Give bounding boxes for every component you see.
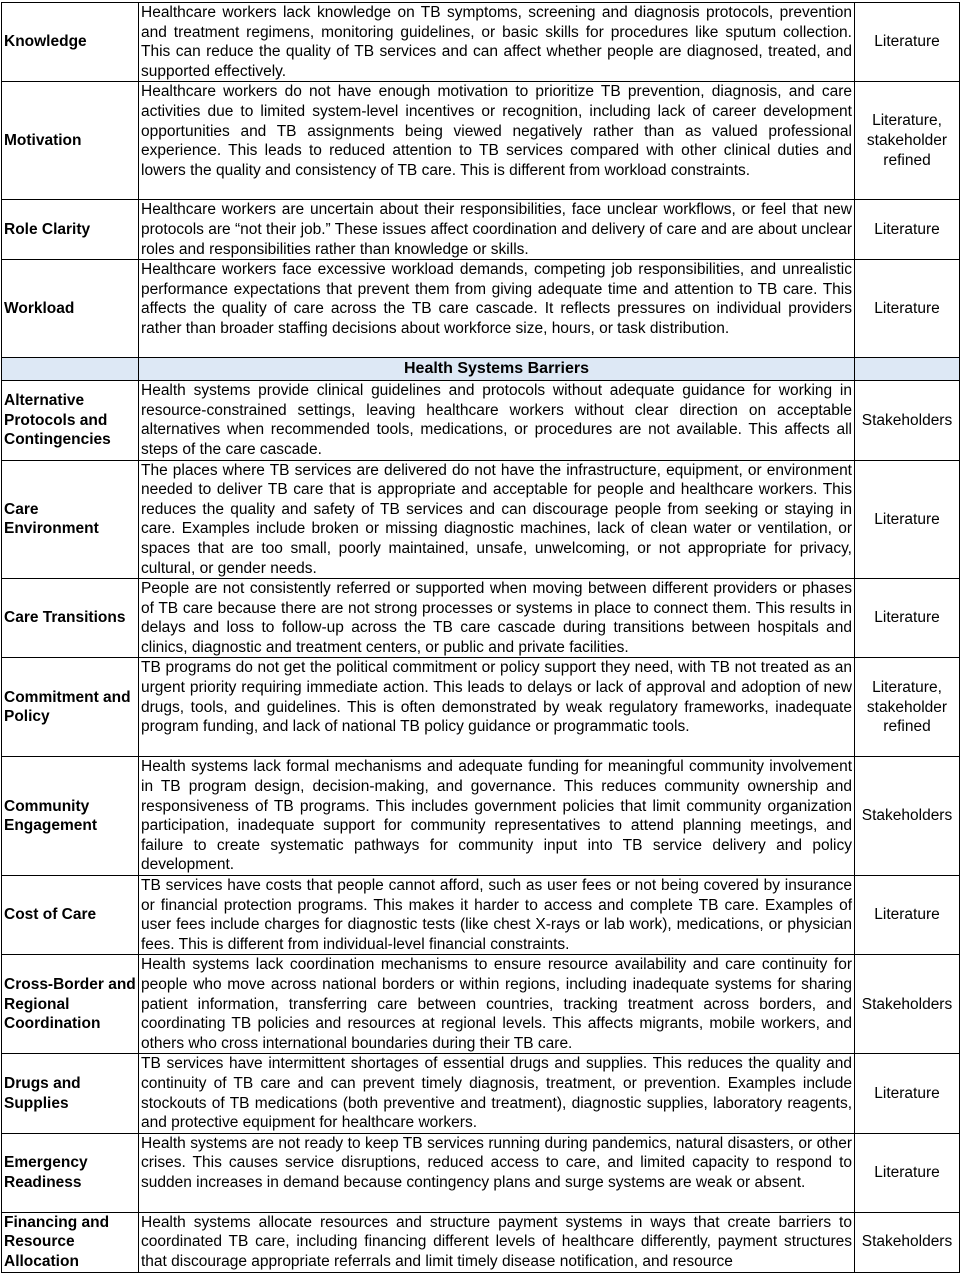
barrier-name: Care Transitions [2,579,139,658]
barrier-description: Health systems lack coordination mechanisms to ensure resource availability and care continuity for people who move across national borders or within regions, including inadequate systems for sharing patient information, transferring care between countries, tracking treatment across borders, and coordinating TB policies and resources at regional levels. This affects migrants, mobile workers, and others who cross international boundaries during their TB care. [139,955,855,1054]
table-row [2,1133,960,1212]
barrier-source: Literature [855,1133,960,1212]
barrier-name: Cross-Border and Regional Coordination [2,955,139,1054]
table-row [2,1054,960,1133]
barrier-name: Knowledge [2,3,139,82]
barrier-source: Literature [855,460,960,579]
barrier-source: Stakeholders [855,1212,960,1272]
section-title: Health Systems Barriers [139,358,855,381]
barrier-name: Motivation [2,82,139,200]
barrier-source: Literature [855,200,960,260]
barrier-name: Financing and Resource Allocation [2,1212,139,1272]
barrier-name: Drugs and Supplies [2,1054,139,1133]
barrier-description: Health systems provide clinical guidelines and protocols without adequate guidance for working in resource-constrained settings, leaving healthcare workers without clear direction on acceptable alternatives when recommended tools, medications, or procedures are not available. This affects all steps of the care cascade. [139,381,855,460]
barrier-name: Emergency Readiness [2,1133,139,1212]
barrier-description: Health systems are not ready to keep TB services running during pandemics, natural disasters, or other crises. This causes service disruptions, reduced access to care, and limited capacity to respond to sudden increases in demand because contingency plans and surge systems are weak or absent. [139,1133,855,1212]
barrier-description: TB services have costs that people cannot afford, such as user fees or not being covered by insurance or financial protection programs. This makes it harder to access and complete TB care. Examples of user fees include charges for diagnostic tests (like chest X-rays or lab work), medications, or physician fees. This is different from individual-level financial constraints. [139,876,855,955]
table-row [2,757,960,876]
barrier-name: Care Environment [2,460,139,579]
table-row [2,3,960,82]
barrier-description: Healthcare workers lack knowledge on TB symptoms, screening and diagnosis protocols, prevention and treatment regimens, monitoring guidelines, or basic skills for procedures like sputum collection. This can reduce the quality of TB services and can affect whether people are diagnosed, treated, and supported effectively. [139,3,855,82]
barrier-description: TB programs do not get the political commitment or policy support they need, with TB not treated as an urgent priority requiring immediate action. This leads to delays or lack of approval and adoption of new drugs, tools, and guidelines. This is often demonstrated by weak regulatory frameworks, inadequate program funding, and lack of national TB policy guidance or programmatic tools. [139,658,855,757]
barrier-source: Stakeholders [855,381,960,460]
barrier-description: Healthcare workers face excessive workload demands, competing job responsibilities, and unrealistic performance expectations that prevent them from giving adequate time and attention to TB care. This affects the quality of care across the TB care cascade. It reflects pressures on individual providers rather than broader staffing decisions about workforce size, hours, or task distribution. [139,260,855,358]
barrier-source: Literature [855,1054,960,1133]
barrier-source: Literature [855,579,960,658]
section-header-blank [2,358,139,381]
barrier-source: Literature, stakeholder refined [855,82,960,200]
barrier-description: TB services have intermittent shortages of essential drugs and supplies. This reduces the quality and continuity of TB care and can prevent timely diagnosis, treatment, or prevention. Examples include stockouts of TB medications (both preventive and treatment), diagnostic supplies, laboratory reagents, and protective equipment for healthcare workers. [139,1054,855,1133]
barrier-description: Healthcare workers are uncertain about their responsibilities, face unclear workflows, or feel that new protocols are “not their job.” These issues affect coordination and delivery of care and are about unclear roles and responsibilities rather than knowledge or skills. [139,200,855,260]
barrier-description: Healthcare workers do not have enough motivation to prioritize TB prevention, diagnosis, and care activities due to limited system-level incentives or recognition, including lack of career development opportunities and TB assignments being viewed negatively rather than as valued professional experience. This leads to reduced attention to TB services compared with other clinical duties and lowers the quality and consistency of TB care. This is different from workload constraints. [139,82,855,200]
barrier-description: People are not consistently referred or supported when moving between different providers or phases of TB care because there are not strong processes or systems in place to connect them. This results in delays and loss to follow-up across the TB care cascade during transitions between hospitals and clinics, diagnostic and treatment centers, or public and private facilities. [139,579,855,658]
barrier-source: Literature [855,876,960,955]
table-row [2,260,960,358]
table-row [2,955,960,1054]
barrier-name: Cost of Care [2,876,139,955]
barriers-table [1,2,960,1273]
section-header-blank [855,358,960,381]
barrier-source: Literature [855,3,960,82]
barrier-name: Community Engagement [2,757,139,876]
section-header-row [2,358,960,381]
barrier-name: Alternative Protocols and Contingencies [2,381,139,460]
barrier-description: Health systems allocate resources and structure payment systems in ways that create barriers to coordinated TB care, including financing different levels of healthcare differently, payment structures that discourage appropriate referrals and limit timely disease notification, and resource [139,1212,855,1272]
barrier-source: Literature [855,260,960,358]
table-row [2,876,960,955]
table-row [2,381,960,460]
barrier-description: Health systems lack formal mechanisms and adequate funding for meaningful community involvement in TB program design, decision-making, and governance. This reduces community ownership and responsiveness of TB programs. This includes government policies that limit community organization participation, inadequate support for community representatives to attend planning meetings, and failure to create systematic pathways for community input into TB service delivery and policy development. [139,757,855,876]
table-row [2,82,960,200]
barrier-name: Workload [2,260,139,358]
table-row [2,460,960,579]
table-row [2,1212,960,1272]
barrier-source: Stakeholders [855,757,960,876]
table-row [2,579,960,658]
table-row [2,658,960,757]
barrier-source: Literature, stakeholder refined [855,658,960,757]
barrier-source: Stakeholders [855,955,960,1054]
barrier-name: Commitment and Policy [2,658,139,757]
barrier-description: The places where TB services are delivered do not have the infrastructure, equipment, or environment needed to deliver TB care that is appropriate and acceptable for people and healthcare workers. This reduces the quality and safety of TB services and can discourage people from seeking or staying in care. Examples include broken or missing diagnostic machines, lack of clean water or ventilation, or spaces that are too small, poorly maintained, unsafe, unwelcoming, or not appropriate for privacy, cultural, or gender needs. [139,460,855,579]
barrier-name: Role Clarity [2,200,139,260]
table-row [2,200,960,260]
